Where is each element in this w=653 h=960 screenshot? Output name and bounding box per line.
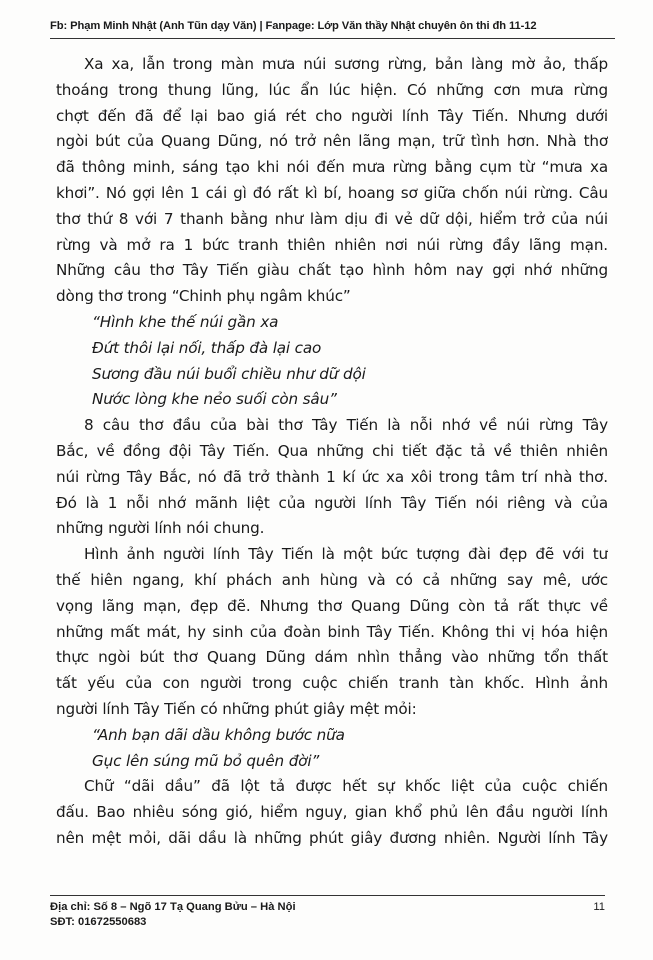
text-line: Những câu thơ Tây Tiến giàu chất tạo hình hôm nay gợi nhớ những: [56, 261, 608, 280]
footer-row: [50, 900, 605, 915]
body-text: [56, 52, 608, 852]
text-line: Hình ảnh người lính Tây Tiến là một bức tượng đài đẹp đẽ với tư: [84, 545, 608, 564]
text-line: thơ thứ 8 với 7 thanh bằng như làm dịu đi vẻ dữ dội, hiểm trở của núi: [56, 209, 608, 228]
text-line: khơi”. Nó gợi lên 1 cái gì đó rất kì bí, hoang sơ giữa chốn núi rừng. Câu: [56, 183, 608, 202]
text-line: vọng lãng mạn, đẹp đẽ. Nhưng thơ Quang Dũng còn tả rất thực về: [56, 596, 608, 615]
text-line: Đó là 1 nỗi nhớ mãnh liệt của người lính Tây Tiến nói riêng và của: [56, 493, 608, 512]
page-header: Fb: Phạm Minh Nhật (Anh Tũn dạy Văn) | Fanpage: Lớp Văn thầy Nhật chuyên ôn thi đh 11-12: [50, 20, 615, 39]
verse-line: Đứt thôi lại nối, thấp đà lại cao: [92, 338, 322, 357]
text-line: tất yếu của con người trong cuộc chiến tranh tàn khốc. Hình ảnh: [56, 674, 608, 693]
verse-line: “Anh bạn dãi dầu không bước nữa: [92, 725, 345, 744]
footer-address: Địa chỉ: Số 8 – Ngõ 17 Tạ Quang Bửu – Hà Nội: [50, 901, 296, 913]
text-line: núi rừng Tây Bắc, nó đã trở thành 1 kí ức xa xôi trong tâm trí nhà thơ.: [56, 467, 608, 486]
text-line: những mất mát, hy sinh của đoàn binh Tây Tiến. Không thi vị hóa hiện: [56, 622, 608, 641]
text-line: ngòi bút của Quang Dũng, nó trở nên lãng mạn, trữ tình hơn. Nhà thơ: [56, 132, 608, 151]
verse-line: “Hình khe thế núi gần xa: [92, 312, 279, 331]
text-line: rừng và mở ra 1 bức tranh thiên nhiên nơi núi rừng đầy lãng mạn.: [56, 235, 608, 254]
text-line: người lính Tây Tiến có những phút giây mệt mỏi:: [56, 699, 417, 718]
text-line: dòng thơ trong “Chinh phụ ngâm khúc”: [56, 287, 351, 306]
text-line: những người lính nói chung.: [56, 519, 265, 538]
text-line: Xa xa, lẫn trong màn mưa núi sương rừng, bản làng mờ ảo, thấp: [84, 55, 608, 73]
footer-phone: SĐT: 01672550683: [50, 916, 147, 928]
verse-line: Gục lên súng mũ bỏ quên đời”: [92, 751, 320, 770]
text-line: 8 câu thơ đầu của bài thơ Tây Tiến là nỗi nhớ về núi rừng Tây: [84, 416, 608, 435]
text-line: Bắc, về đồng đội Tây Tiến. Qua những chi tiết đặc tả về thiên nhiên: [56, 441, 608, 460]
text-line: thoáng trong thung lũng, lúc ẩn lúc hiện. Có những cơn mưa rừng: [56, 80, 608, 99]
text-line: đấu. Bao nhiêu sóng gió, hiểm nguy, gian khổ phủ lên đầu người lính: [56, 803, 608, 822]
text-line: đã thông minh, sáng tạo khi nói đến mưa rừng bằng cụm từ “mưa xa: [56, 158, 608, 177]
verse-line: Sương đầu núi buổi chiều như dữ dội: [92, 364, 366, 383]
text-line: thực ngòi bút thơ Quang Dũng dám nhìn thẳng vào những tổn thất: [56, 648, 608, 667]
footer-row: [50, 915, 605, 930]
page-footer: [50, 895, 605, 930]
verse-line: Nước lòng khe nẻo suối còn sâu”: [92, 390, 337, 409]
text-line: chợt đến đã để lại bao giá rét cho người lính Tây Tiến. Nhưng dưới: [56, 106, 608, 125]
text-line: nên mệt mỏi, dãi dầu là những phút giây đương nhiên. Người lính Tây: [56, 828, 608, 847]
page-number: 11: [593, 901, 605, 913]
text-line: thế hiên ngang, khí phách anh hùng và có cả những say mê, ước: [56, 570, 608, 589]
text-line: Chữ “dãi dầu” đã lột tả được hết sự khốc liệt của cuộc chiến: [84, 777, 608, 796]
